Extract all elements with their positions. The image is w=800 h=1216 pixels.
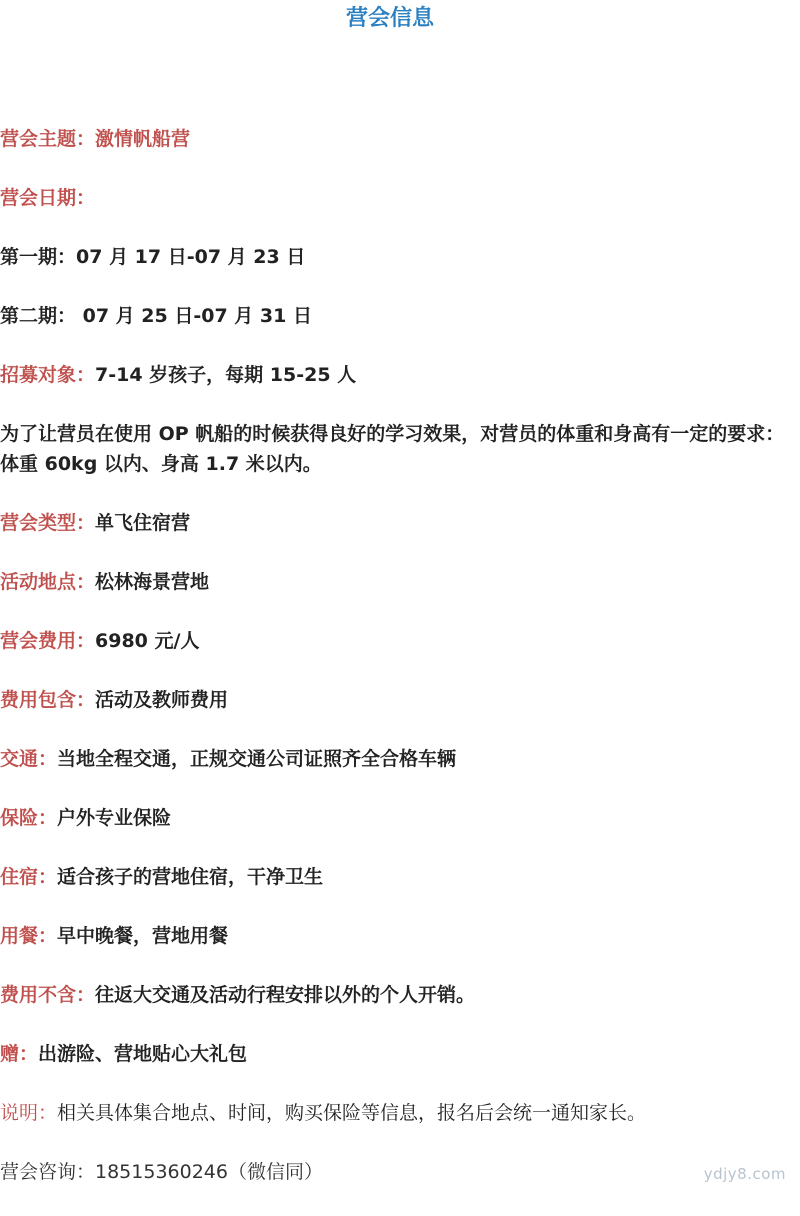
page-title: 营会信息 <box>345 6 434 31</box>
insurance-row <box>0 803 790 862</box>
location-value: 松林海景营地 <box>95 571 210 593</box>
fee-label: 营会费用： <box>0 630 96 652</box>
insurance-value: 户外专业保险 <box>57 807 172 829</box>
fee-includes-label: 费用包含： <box>0 689 96 711</box>
type-value: 单飞住宿营 <box>95 512 191 534</box>
lodging-value: 适合孩子的营地住宿，干净卫生 <box>57 866 324 888</box>
session2-row <box>0 301 790 360</box>
dates-label: 营会日期： <box>0 187 96 209</box>
recruit-label: 招募对象： <box>0 364 96 386</box>
fee-value: 6980 元/人 <box>95 630 200 652</box>
session1-row <box>0 242 790 301</box>
session1-value: 07 月 17 日-07 月 23 日 <box>76 246 306 268</box>
dates-row <box>0 183 790 242</box>
contact-row: 营会咨询：18515360246（微信同） <box>0 1161 323 1183</box>
insurance-label: 保险： <box>0 807 58 829</box>
theme-row <box>0 124 790 183</box>
location-label: 活动地点： <box>0 571 96 593</box>
watermark: ydjy8.com <box>703 1165 786 1183</box>
transport-label: 交通： <box>0 748 58 770</box>
session2-value: 07 月 25 日-07 月 31 日 <box>76 305 312 327</box>
transport-row <box>0 744 790 803</box>
meals-value: 早中晚餐，营地用餐 <box>57 925 229 947</box>
type-row <box>0 508 790 567</box>
session1-label: 第一期： <box>0 246 77 268</box>
type-label: 营会类型： <box>0 512 96 534</box>
location-row <box>0 567 790 626</box>
recruit-row <box>0 360 790 419</box>
camp-info-list <box>0 124 790 1216</box>
gift-value: 出游险、营地贴心大礼包 <box>38 1043 248 1065</box>
theme-value: 激情帆船营 <box>95 128 191 150</box>
transport-value: 当地全程交通，正规交通公司证照齐全合格车辆 <box>57 748 457 770</box>
fee-includes-row <box>0 685 790 744</box>
gift-row <box>0 1039 790 1098</box>
session2-label: 第二期： <box>0 305 77 327</box>
fee-row <box>0 626 790 685</box>
note-row <box>0 1098 790 1157</box>
fee-excludes-row <box>0 980 790 1039</box>
requirement-paragraph: 为了让营员在使用 OP 帆船的时候获得良好的学习效果，对营员的体重和身高有一定的要求：体重 60kg 以内、身高 1.7 米以内。 <box>0 423 785 475</box>
fee-excludes-value: 往返大交通及活动行程安排以外的个人开销。 <box>95 984 476 1006</box>
fee-excludes-label: 费用不含： <box>0 984 96 1006</box>
lodging-label: 住宿： <box>0 866 58 888</box>
meals-row <box>0 921 790 980</box>
gift-label: 赠： <box>0 1043 39 1065</box>
recruit-value: 7-14 岁孩子，每期 15-25 人 <box>95 364 357 386</box>
note-value: 相关具体集合地点、时间，购买保险等信息，报名后会统一通知家长。 <box>57 1102 647 1124</box>
lodging-row <box>0 862 790 921</box>
meals-label: 用餐： <box>0 925 58 947</box>
fee-includes-value: 活动及教师费用 <box>95 689 229 711</box>
note-label: 说明： <box>0 1102 58 1124</box>
theme-label: 营会主题： <box>0 128 96 150</box>
